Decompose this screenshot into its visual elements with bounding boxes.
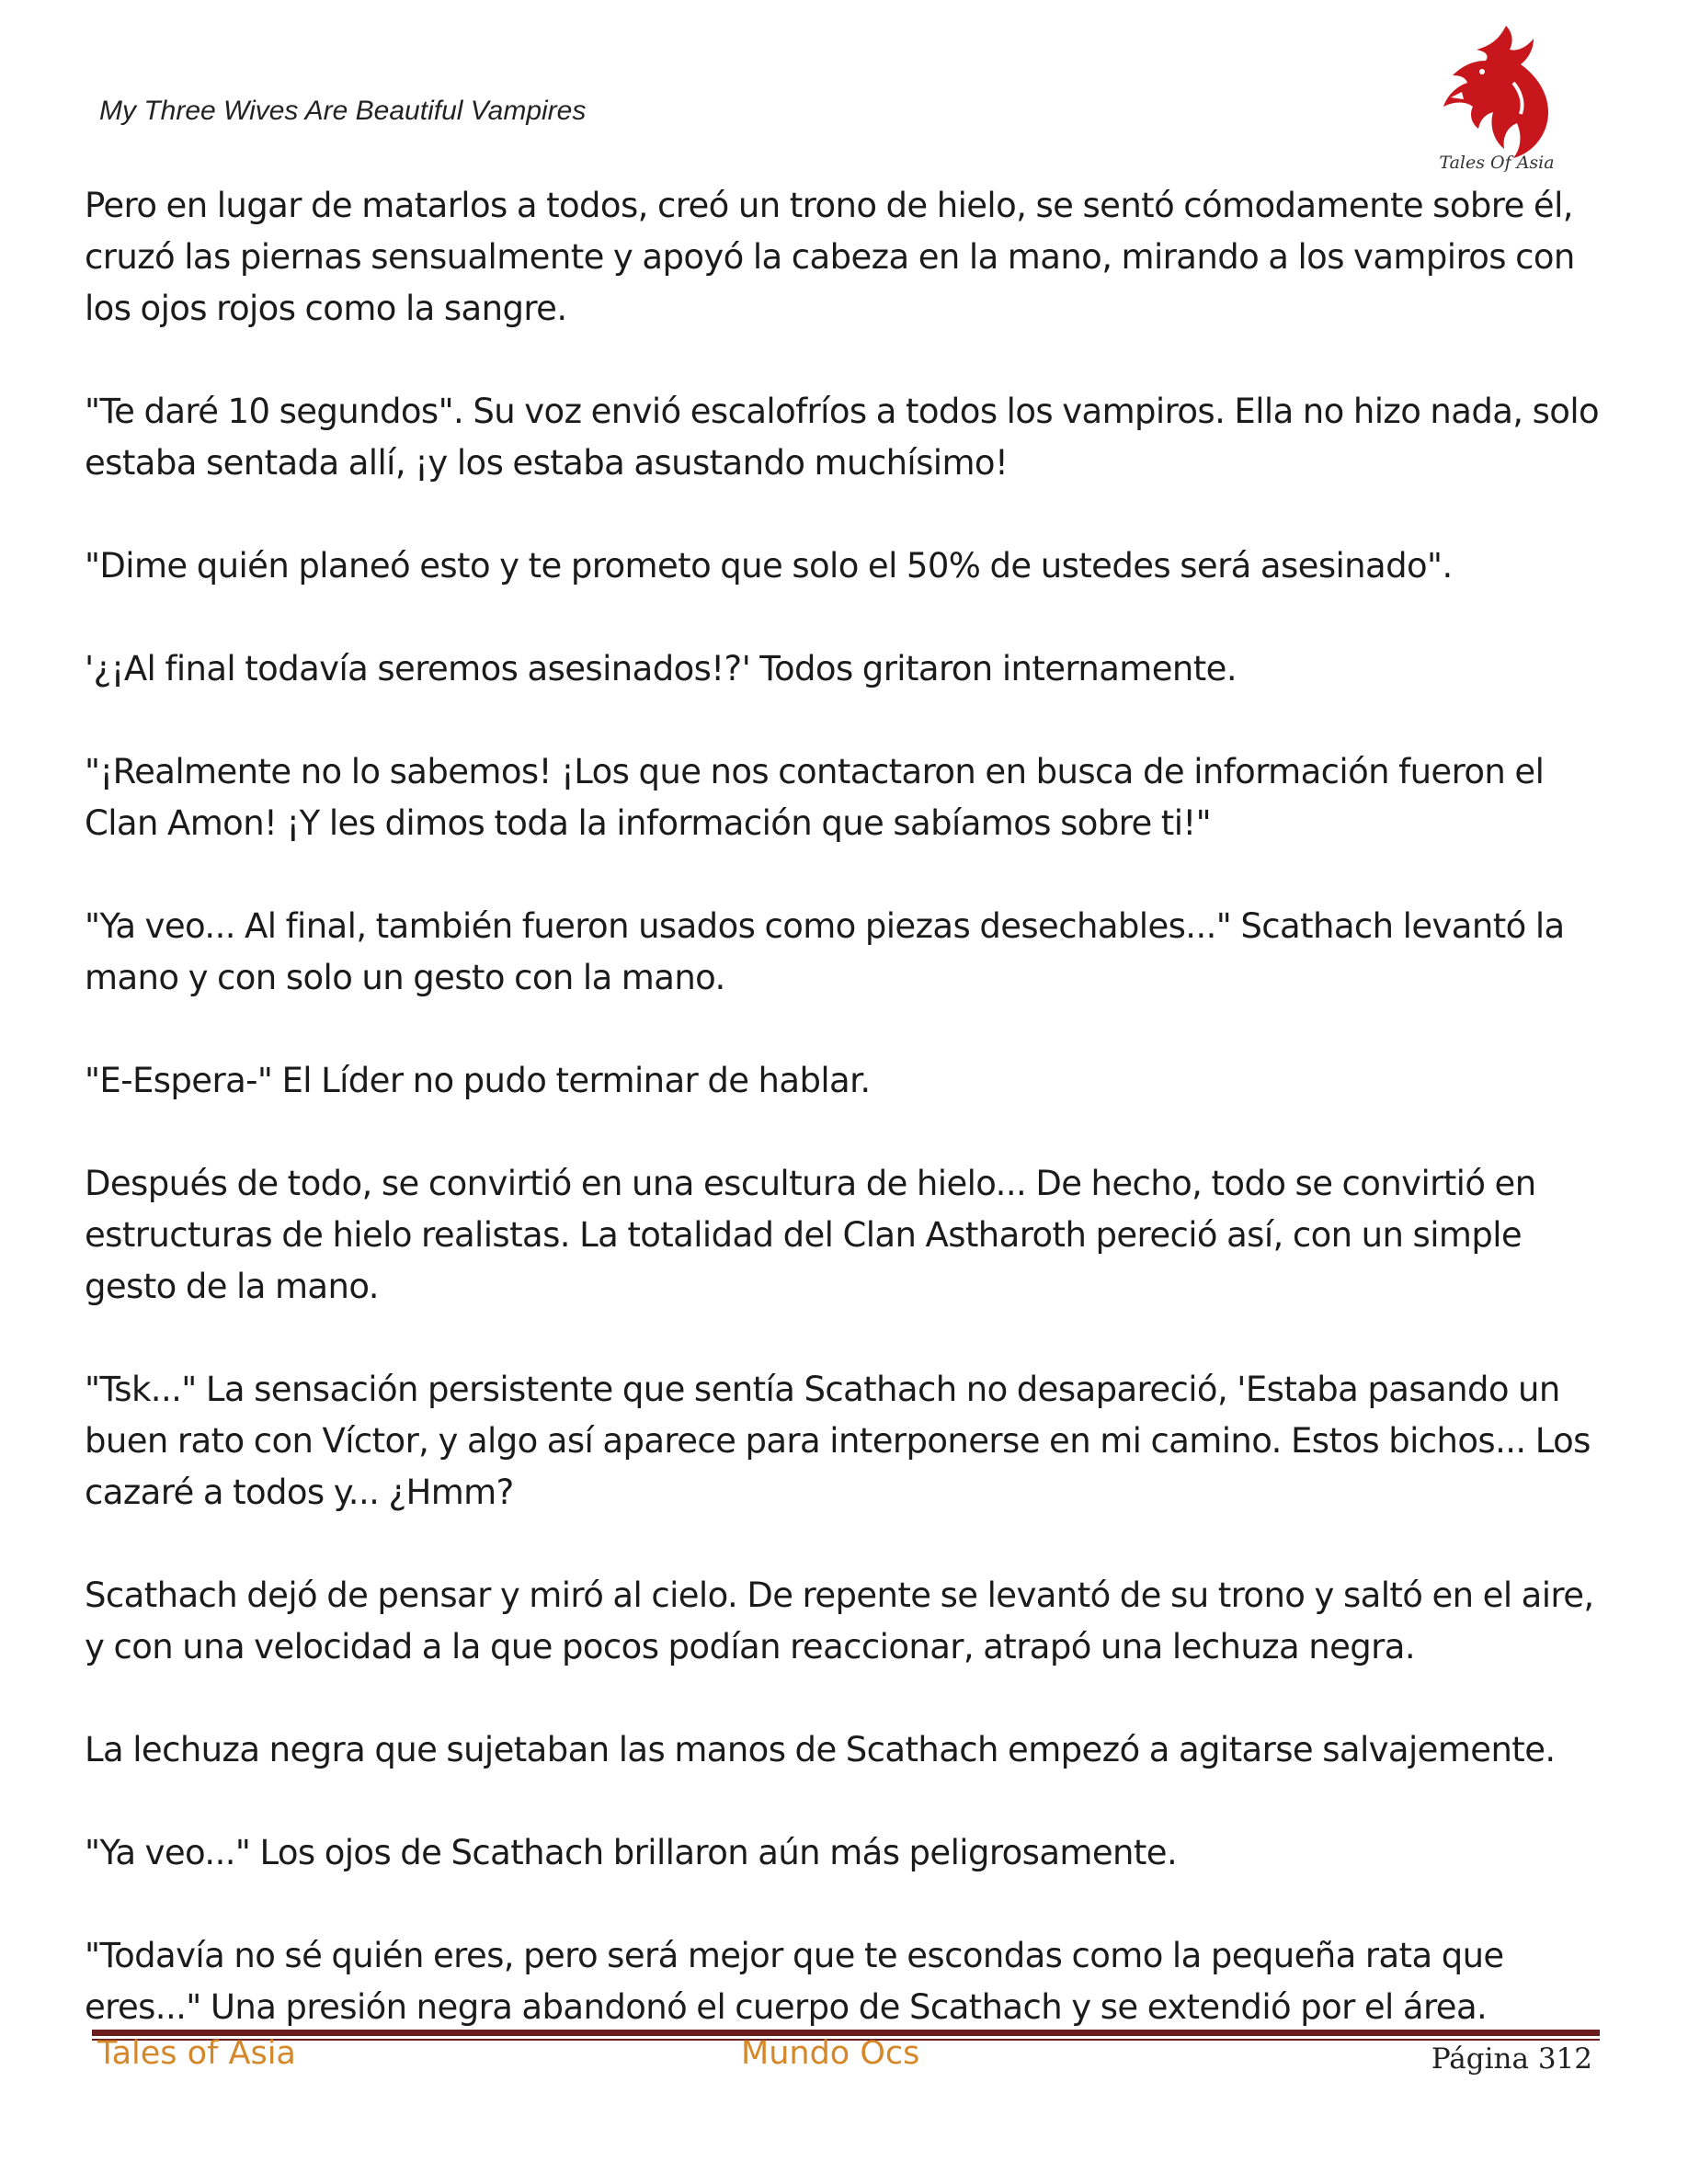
footer-site-name: Tales of Asia bbox=[97, 2035, 296, 2072]
footer-section-name: Mundo Ocs bbox=[741, 2035, 920, 2072]
paragraph: "Ya veo... Al final, también fueron usados como piezas desechables..." Scathach levantó la mano y con solo un gesto con la mano. bbox=[85, 906, 1565, 997]
paragraph: "Te daré 10 segundos". Su voz envió escalofríos a todos los vampiros. Ella no hizo nada, solo estaba sentada allí, ¡y los estaba asustando muchísimo! bbox=[85, 392, 1600, 483]
paragraph: '¿¡Al final todavía seremos asesinados!?' Todos gritaron internamente. bbox=[85, 649, 1237, 688]
paragraph: "¡Realmente no lo sabemos! ¡Los que nos contactaron en busca de información fueron el Clan Amon! ¡Y les dimos toda la información que sabíamos sobre ti!" bbox=[85, 752, 1545, 843]
document-body bbox=[85, 180, 1611, 2085]
page-number: Página 312 bbox=[1431, 2042, 1592, 2076]
paragraph: "Dime quién planeó esto y te prometo que solo el 50% de ustedes será asesinado". bbox=[85, 546, 1453, 586]
paragraph: "Todavía no sé quién eres, pero será mejor que te escondas como la pequeña rata que eres..." Una presión negra abandonó el cuerpo de Scathach y se extendió por el área. bbox=[85, 1936, 1504, 2027]
document-header-title: My Three Wives Are Beautiful Vampires bbox=[99, 96, 587, 126]
paragraph: Pero en lugar de matarlos a todos, creó un trono de hielo, se sentó cómodamente sobre él, cruzó las piernas sensualmente y apoyó la cabeza en la mano, mirando a los vampiros con los ojos rojos como la sangre. bbox=[85, 186, 1575, 328]
paragraph: "Tsk..." La sensación persistente que sentía Scathach no desapareció, 'Estaba pasando un buen rato con Víctor, y algo así aparece para interponerse en mi camino. Estos bichos... Los cazaré a todos y... ¿Hmm? bbox=[85, 1370, 1591, 1512]
paragraph: Después de todo, se convirtió en una escultura de hielo... De hecho, todo se convirtió en estructuras de hielo realistas. La totalidad del Clan Astharoth pereció así, con un simple gesto de la mano. bbox=[85, 1164, 1536, 1306]
paragraph: La lechuza negra que sujetaban las manos de Scathach empezó a agitarse salvajemente. bbox=[85, 1730, 1556, 1769]
paragraph: "Ya veo..." Los ojos de Scathach brillaron aún más peligrosamente. bbox=[85, 1833, 1178, 1872]
paragraph: "E-Espera-" El Líder no pudo terminar de hablar. bbox=[85, 1061, 871, 1100]
paragraph: Scathach dejó de pensar y miró al cielo. De repente se levantó de su trono y saltó en el aire, y con una velocidad a la que pocos podían reaccionar, atrapó una lechuza negra. bbox=[85, 1575, 1594, 1666]
logo-text: Tales Of Asia bbox=[1439, 153, 1555, 173]
